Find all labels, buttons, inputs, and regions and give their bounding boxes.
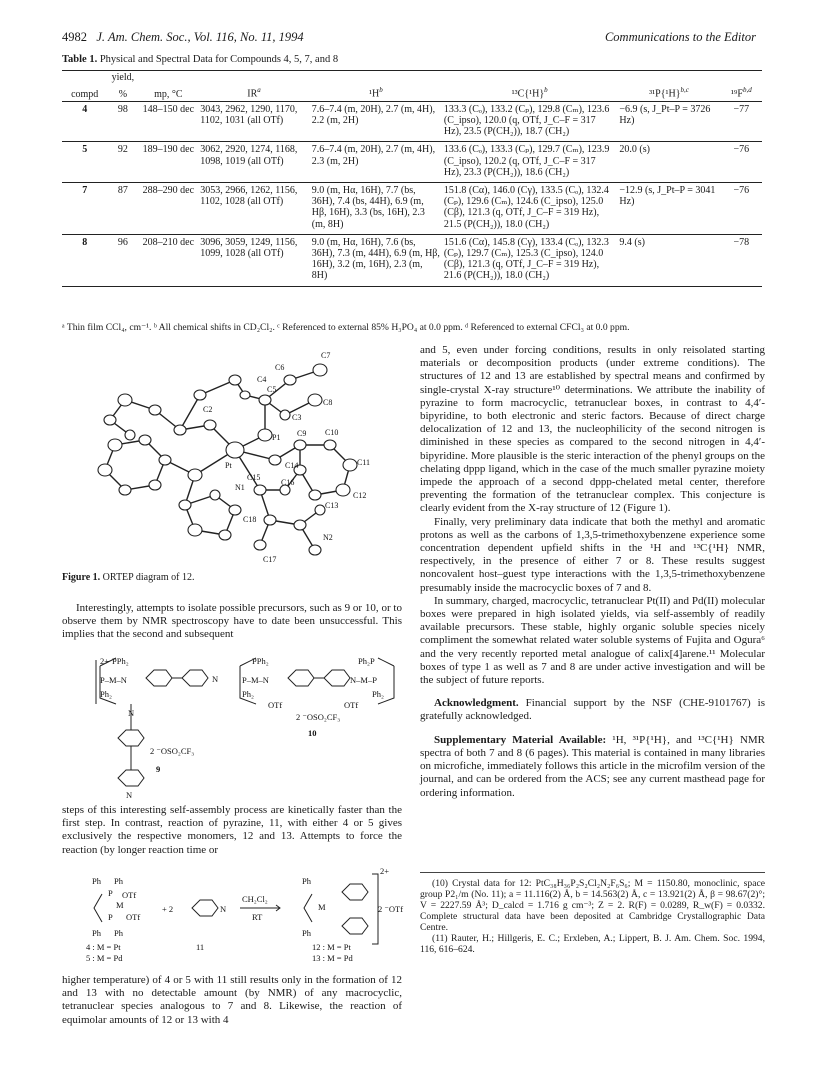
cell-h: 7.6–7.4 (m, 20H), 2.7 (m, 4H), 2.3 (m, 2H) [311, 144, 436, 167]
col-header: compd [62, 84, 107, 101]
footnotes [420, 878, 765, 955]
svg-text:N–M–P: N–M–P [350, 675, 377, 685]
reagent: CH₂Cl₂ [242, 894, 268, 904]
cell-yield: 98 [117, 103, 128, 115]
atom-label: C5 [267, 385, 277, 394]
svg-text:N: N [128, 708, 135, 718]
atom-label: Pt [225, 461, 232, 470]
left-paragraph-1: Interestingly, attempts to isolate possible precursors, such as 9 or 10, or to observe them by NMR spectroscopy have to date been unsuccessful. This implies that the second and subsequent [62, 602, 402, 641]
cell-p: 20.0 (s) [619, 144, 650, 156]
left-paragraph-3: higher temperature) of 4 or 5 with 11 still results only in the formation of 12 and 13 with no detectable amount (by NMR) of any macrocyclic, tetranuclear species analogous to 7 and 8. Likewise, the reaction of equimolar amounts of 12 or 13 with 4 [62, 974, 402, 1026]
atom-label: C3 [292, 413, 302, 422]
label-13: 13 : M = Pd [312, 953, 353, 963]
table-label: Table 1. [62, 54, 98, 65]
cell-c: 133.3 (Cₒ), 133.2 (Cₚ), 129.8 (Cₘ), 123.6 (C_ipso), 120.0 (q, OTf, J_C–F = 317 Hz), 23.5 (P(CH₂)), 18.7 (CH₂) [443, 103, 610, 138]
label-11: 11 [196, 942, 205, 952]
figure-label: Figure 1. [62, 572, 101, 583]
cell-compd: 7 [82, 184, 88, 196]
svg-text:OTf: OTf [268, 700, 283, 710]
svg-text:N: N [212, 674, 219, 684]
cell-mp: 208–210 dec [142, 236, 195, 248]
atom-label: C7 [321, 351, 331, 360]
col-header: $^{13}C\{^1H\}^b$ [442, 84, 618, 101]
svg-text:Ph: Ph [92, 876, 101, 886]
atom-label: C10 [325, 428, 339, 437]
supplementary-material: Supplementary Material Available: ¹H, ³¹P{¹H}, and ¹³C{¹H} NMR spectra of both 7 and 8 (6 pages). This material is contained in many libraries on microfiche, immediately follows this article in the microfilm version of the journal, and can be ordered from the ACS; see any current masthead page for ordering information. [420, 733, 766, 799]
right-paragraph-2: Finally, very preliminary data indicate that both the methyl and aromatic protons as well as the carbons of 1,3,5-trimethoxybenzene experience some concentration dependent upfield shifts in the ¹H and ¹³C{¹H} NMR, respectively, in the presence of either 7 or 8. These results suggest noncovalent host–guest type interactions with the 1,3,5-trimethoxybenzene presumably inside the macrocyclic boxes of 7 and 8. [420, 515, 765, 594]
cell-f: −76 [733, 184, 750, 196]
scheme-reaction [80, 864, 410, 964]
table-footnote: ᵃ Thin film CCl₄, cm⁻¹. ᵇ All chemical shifts in CD₂Cl₂. ᶜ Referenced to external 85% H₃PO₄ at 0.0 ppm. ᵈ Referenced to external CFCl₃ at 0.0 ppm. [62, 322, 630, 333]
svg-text:OTf: OTf [126, 912, 141, 922]
compound-label-10: 10 [308, 728, 317, 738]
figure-caption [62, 572, 194, 583]
svg-text:OTf: OTf [122, 890, 137, 900]
label-4: 4 : M = Pt [86, 942, 121, 952]
svg-text:Ph: Ph [114, 876, 123, 886]
svg-text:M: M [116, 900, 124, 910]
table-row [62, 234, 762, 286]
cell-compd: 5 [82, 144, 88, 156]
table-title: Physical and Spectral Data for Compounds 4, 5, 7, and 8 [99, 54, 339, 65]
table-row [62, 101, 762, 142]
svg-text:M: M [318, 902, 326, 912]
cell-c: 151.6 (Cα), 145.8 (Cγ), 133.4 (Cₒ), 132.3 (Cₚ), 129.7 (Cₘ), 125.3 (C_ipso), 124.0 (Cβ), 121.3 (q, OTf, J_C–F = 319 Hz), 21.6 (P(CH₂)), 18.0 (CH₂) [443, 236, 609, 282]
col-header: $^1H^b$ [310, 84, 442, 101]
ortep-figure [85, 340, 385, 568]
cell-compd: 4 [82, 103, 88, 115]
cell-compd: 8 [82, 236, 88, 248]
reaction-plus: + 2 [162, 904, 174, 914]
cell-f: −78 [733, 236, 750, 248]
atom-label: C16 [281, 478, 295, 487]
running-header-left [62, 30, 304, 45]
atom-label: C13 [325, 501, 339, 510]
label-12: 12 : M = Pt [312, 942, 351, 952]
atom-label: C9 [297, 429, 307, 438]
svg-text:Ph₂: Ph₂ [100, 689, 112, 699]
atom-label: C14 [285, 461, 299, 470]
svg-text:Ph: Ph [302, 928, 311, 938]
svg-text:P–M–N: P–M–N [100, 675, 127, 685]
svg-text:Ph: Ph [114, 928, 123, 938]
atom-label: C15 [247, 473, 261, 482]
svg-text:N: N [220, 904, 227, 914]
svg-text:PPh₂: PPh₂ [252, 656, 269, 666]
section-title: Communications to the Editor [604, 30, 756, 44]
svg-text:Ph₂: Ph₂ [242, 689, 254, 699]
cell-ir: 3096, 3059, 1249, 1156, 1099, 1028 (all OTf) [200, 236, 298, 259]
cell-h: 7.6–7.4 (m, 20H), 2.7 (m, 4H), 2.2 (m, 2H) [311, 103, 436, 126]
compound-label-9: 9 [156, 764, 161, 774]
left-paragraph-2: steps of this interesting self-assembly process are kinetically faster than the first step. In contrast, reaction of pyrazine, 11, with either 4 or 5 gives exclusively the respective monomers, 12 and 13. Attempts to force the reaction (by longer reaction time or [62, 804, 402, 856]
col-header: $IR^a$ [198, 84, 310, 101]
footnote-10: (10) Crystal data for 12: PtC₃₈H₃₆P₂S₂Cl₂N₂F₆S₆; M = 1150.80, monoclinic, space group P2₁/m (No. 11); a = 11.116(2) Å, b = 14.563(2) Å, c = 13.921(2) Å, β = 98.67(2)°; V = 2227.59 Å³; D_calcd = 1.716 g cm⁻³; Z = 2. R(F) = 0.0289, R_w(F) = 0.0332. Complete structural data have been deposited at Cambridge Crystallographic Data Centre. [420, 878, 765, 933]
counterion-9: 2 ⁻OSO₂CF₃ [150, 746, 195, 756]
atom-label: C4 [257, 375, 267, 384]
footnote-rule [420, 872, 765, 873]
svg-text:OTf: OTf [344, 700, 359, 710]
cell-yield: 96 [117, 236, 128, 248]
cell-p: 9.4 (s) [619, 236, 645, 248]
col-header: mp, °C [138, 84, 198, 101]
atom-label: C6 [275, 363, 285, 372]
svg-text:P–M–N: P–M–N [242, 675, 269, 685]
svg-text:PPh₂: PPh₂ [112, 656, 129, 666]
table-caption [62, 54, 338, 65]
col-header: $^{31}P\{^1H\}^{b,c}$ [617, 84, 720, 101]
atom-label: C2 [203, 405, 213, 414]
page-number: 4982 [62, 30, 87, 44]
col-header: $^{19}F^{b,d}$ [721, 84, 762, 101]
atom-label: N2 [323, 533, 333, 542]
svg-text:Ph: Ph [92, 928, 101, 938]
condition: RT [252, 912, 263, 922]
data-table [62, 70, 762, 287]
counterion-10: 2 ⁻OSO₂CF₃ [296, 712, 341, 722]
atom-label: C11 [357, 458, 371, 467]
col-yield-top: yield, [111, 72, 135, 83]
cell-h: 9.0 (m, Hα, 16H), 7.7 (bs, 36H), 7.4 (bs, 44H), 6.9 (m, Hβ, 16H), 3.3 (bs, 16H), 2.3 (m, 8H) [311, 184, 425, 230]
right-paragraph-1: and 5, even under forcing conditions, results in only reisolated starting materials or decomposition products (under extreme conditions). The structures of 12 and 13 are established by spectral means and confirmed by single-crystal X-ray structure¹⁰ determinations. We attribute the inability of pyrazine to form macrocyclic, tetranuclear boxes, in contrast to 4,4′-bipyridine, to both electronic and steric factors. Because of direct charge delocalization of 12 and 13, the nucleophilicity of the second nitrogen is diminished in these species as compared to the second nitrogen in 4,4′-bipyridine. More plausible is the steric interaction of the phenyl groups on the chelating dppp ligand, which in the case of the much smaller pyrazine moiety impede the approach of a second dppp-chelated metal center, therefore preventing the formation of the tetranuclear complex. This conjecture is clearly evident from the X-ray structure of 12 (Figure 1). [420, 344, 765, 515]
cell-p: −6.9 (s, J_Pt–P = 3726 Hz) [619, 103, 711, 126]
label-5: 5 : M = Pd [86, 953, 123, 963]
right-paragraph-3: In summary, charged, macrocyclic, tetranuclear Pt(II) and Pd(II) molecular boxes were prepared in high isolated yields, via self-assembly of readily available precursors. These stable, highly organic soluble species nicely compliment the somewhat related water soluble systems of Fujita and Ogura⁶ and the very recently reported metal analogue of calix[4]arene.¹¹ Molecular boxes of type 1 as well as 7 and 8 are under active investigation and will be the subject of future reports. [420, 594, 765, 687]
cell-c: 151.8 (Cα), 146.0 (Cγ), 133.5 (Cₒ), 132.4 (Cₚ), 129.6 (Cₘ), 124.6 (C_ipso), 125.0 (Cβ), 121.3 (q, OTf, J_C–F = 319 Hz), 21.5 (P(CH₂)), 18.0 (CH₂) [443, 184, 609, 230]
cell-mp: 189–190 dec [142, 144, 195, 156]
cell-yield: 87 [117, 184, 128, 196]
atom-label: N1 [235, 483, 245, 492]
cell-ir: 3062, 2920, 1274, 1168, 1098, 1019 (all OTf) [200, 144, 298, 167]
right-column [420, 344, 765, 800]
scheme-9-10 [88, 652, 408, 800]
svg-text:P: P [108, 912, 113, 922]
atom-label: C17 [263, 555, 277, 564]
atom-label: C12 [353, 491, 367, 500]
cell-mp: 148–150 dec [142, 103, 195, 115]
atom-label: C18 [243, 515, 257, 524]
figure-caption-text: ORTEP diagram of 12. [102, 572, 195, 583]
table-row [62, 142, 762, 183]
scheme-charge: 2+ [100, 656, 110, 666]
cell-f: −76 [733, 144, 750, 156]
atom-label: P1 [272, 433, 281, 442]
cell-mp: 288–290 dec [142, 184, 195, 196]
footnote-11: (11) Rauter, H.; Hillgeris, E. C.; Erxleben, A.; Lippert, B. J. Am. Chem. Soc. 1994, 116, 616–624. [420, 933, 765, 955]
cell-ir: 3053, 2966, 1262, 1156, 1102, 1028 (all OTf) [200, 184, 298, 208]
cell-yield: 92 [117, 144, 128, 156]
table-row [62, 182, 762, 234]
svg-text:N: N [126, 790, 133, 800]
product-charge: 2+ [380, 866, 390, 876]
cell-ir: 3043, 2962, 1290, 1170, 1102, 1031 (all OTf) [200, 103, 298, 126]
svg-text:Ph₂: Ph₂ [372, 689, 384, 699]
journal-citation: J. Am. Chem. Soc., Vol. 116, No. 11, 1994 [96, 30, 304, 44]
svg-text:P: P [108, 888, 113, 898]
svg-text:Ph₂P: Ph₂P [358, 656, 375, 666]
atom-label: C8 [323, 398, 333, 407]
cell-f: −77 [733, 103, 750, 115]
cell-c: 133.6 (Cₒ), 133.3 (Cₚ), 129.7 (Cₘ), 123.9 (C_ipso), 120.2 (q, OTf, J_C–F = 317 Hz), 23.3 (P(CH₂)), 18.6 (CH₂) [443, 144, 610, 178]
product-counterion: 2 ⁻OTf [378, 904, 404, 914]
acknowledgment: Acknowledgment. Financial support by the NSF (CHE-9101767) is gratefully acknowledged. [420, 697, 765, 723]
svg-text:Ph: Ph [302, 876, 311, 886]
cell-h: 9.0 (m, Hα, 16H), 7.6 (bs, 36H), 7.3 (m, 44H), 6.9 (m, Hβ, 16H), 3.2 (m, 16H), 2.3 (m, 8H) [311, 236, 440, 282]
col-header: % [107, 84, 138, 101]
cell-p: −12.9 (s, J_Pt–P = 3041 Hz) [619, 184, 716, 208]
